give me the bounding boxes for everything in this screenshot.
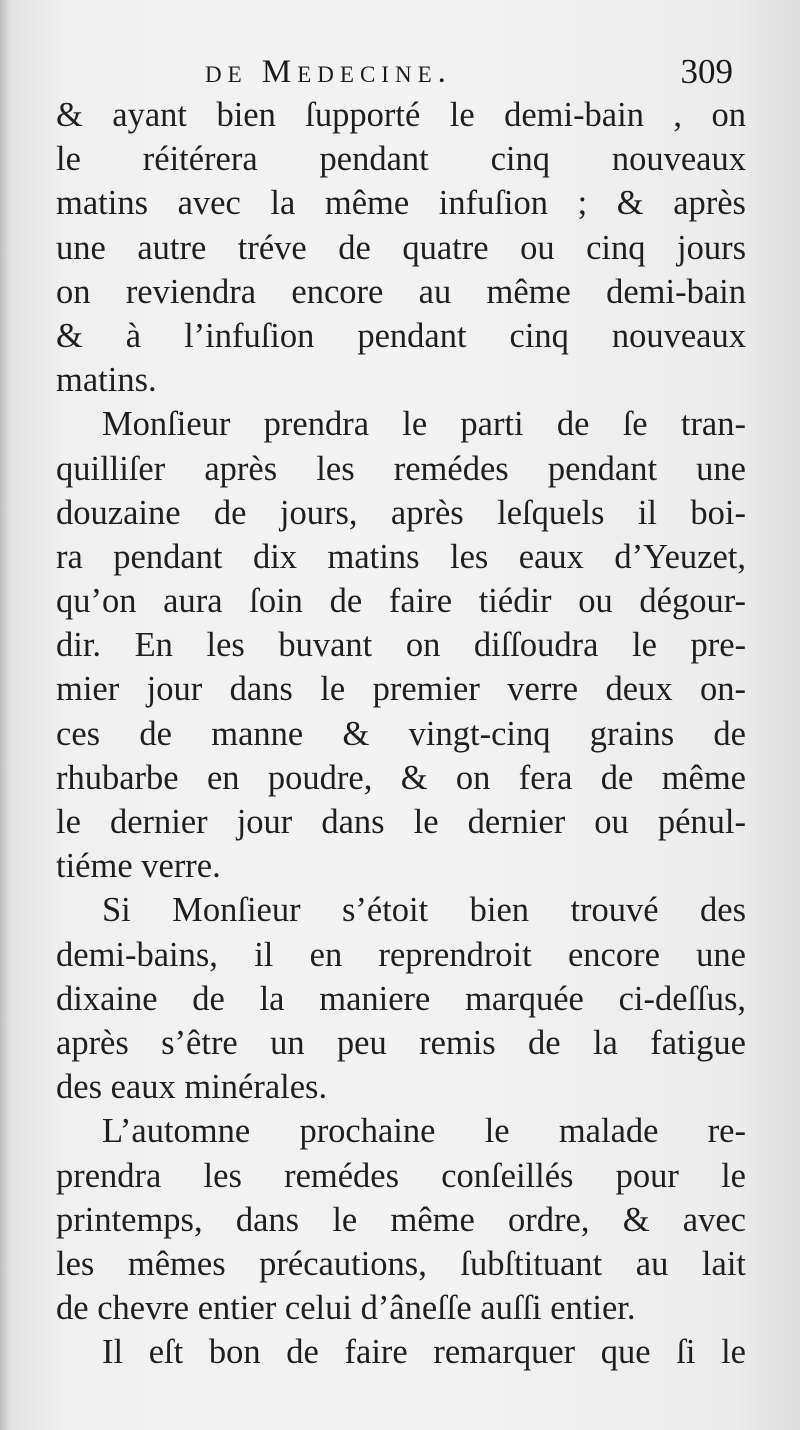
body-text bbox=[56, 93, 746, 1374]
text-line: après s’être un peu remis de la fatigue bbox=[56, 1023, 746, 1062]
text-line: de chevre entier celui d’âneſſe auſſi entier. bbox=[56, 1289, 636, 1328]
text-line: ra pendant dix matins les eaux d’Yeuzet, bbox=[56, 537, 746, 576]
page-header bbox=[205, 52, 745, 96]
text-line: mier jour dans le premier verre deux on- bbox=[56, 670, 746, 709]
text-line: tiéme verre. bbox=[56, 847, 221, 886]
text-line: matins. bbox=[56, 361, 157, 400]
text-line: dir. En les buvant on diſſoudra le pre- bbox=[56, 626, 746, 665]
text-line: & ayant bien ſupporté le demi-bain , on bbox=[56, 96, 746, 134]
text-line: qu’on aura ſoin de faire tiédir ou dégour- bbox=[56, 582, 746, 621]
text-line: prendra les remédes conſeillés pour le bbox=[56, 1156, 746, 1195]
text-line: douzaine de jours, après leſquels il boi- bbox=[56, 493, 746, 532]
text-line: rhubarbe en poudre, & on fera de même bbox=[56, 758, 746, 797]
text-line: Si Monſieur s’étoit bien trouvé des bbox=[102, 891, 746, 930]
text-line: le dernier jour dans le dernier ou pénul- bbox=[56, 803, 746, 841]
text-line: des eaux minérales. bbox=[56, 1068, 328, 1107]
page-number: 309 bbox=[680, 52, 733, 91]
text-line: les mêmes précautions, ſubſtituant au lait bbox=[56, 1244, 746, 1283]
text-line: & à l’infuſion pendant cinq nouveaux bbox=[56, 316, 746, 355]
text-line: matins avec la même infuſion ; & après bbox=[56, 184, 746, 223]
text-line: Il eſt bon de faire remarquer que ſi le bbox=[102, 1333, 746, 1372]
text-line: dixaine de la maniere marquée ci-deſſus, bbox=[56, 979, 746, 1018]
text-line: demi-bains, il en reprendroit encore une bbox=[56, 935, 746, 974]
text-line: une autre tréve de quatre ou cinq jours bbox=[56, 228, 746, 267]
text-line: on reviendra encore au même demi-bain bbox=[56, 272, 746, 311]
text-line: Monſieur prendra le parti de ſe tran- bbox=[102, 405, 746, 444]
text-line: L’automne prochaine le malade re- bbox=[102, 1112, 746, 1151]
text-line: ces de manne & vingt-cinq grains de bbox=[56, 714, 746, 753]
text-line: le réitérera pendant cinq nouveaux bbox=[56, 140, 746, 179]
text-line: quilliſer après les remédes pendant une bbox=[56, 449, 746, 488]
text-line: printemps, dans le même ordre, & avec bbox=[56, 1200, 746, 1239]
running-title: de Medecine. bbox=[205, 54, 452, 90]
